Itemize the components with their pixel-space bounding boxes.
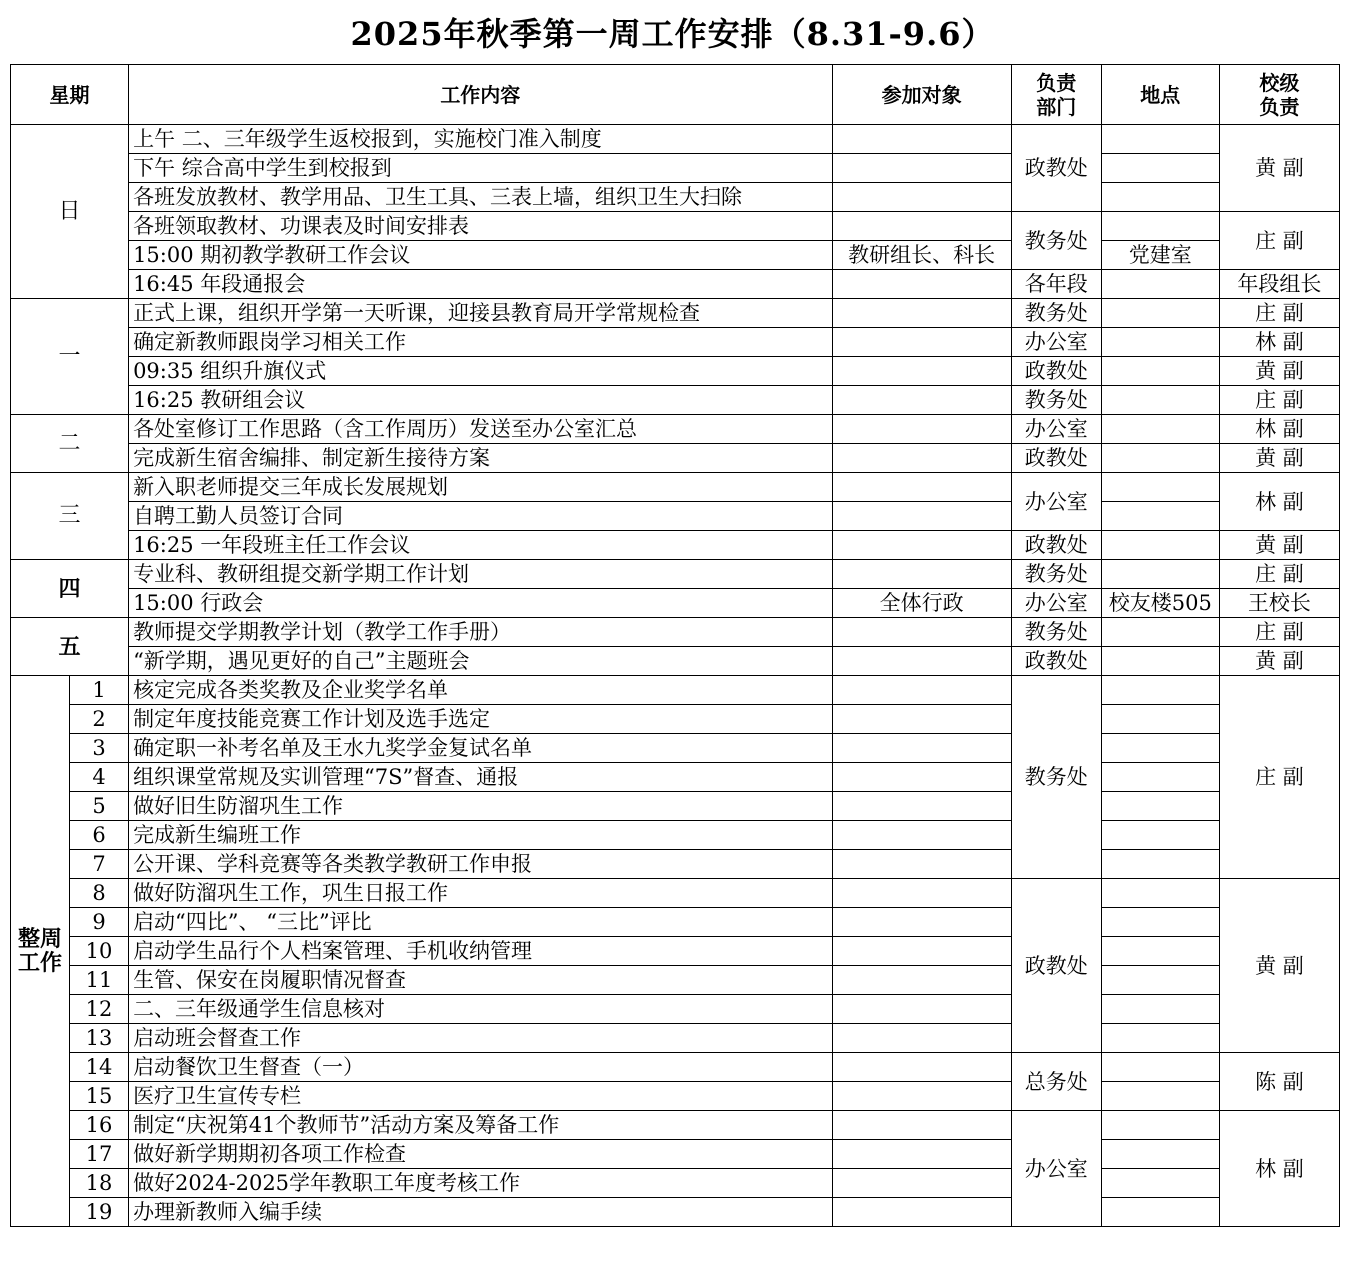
header-leader (1219, 65, 1339, 125)
row-leader: 黄 副 (1219, 879, 1339, 1053)
week-label-line2: 工作 (18, 950, 63, 976)
item-number: 1 (70, 676, 129, 705)
row-content: 各处室修订工作思路（含工作周历）发送至办公室汇总 (129, 415, 833, 444)
row-content: 完成新生编班工作 (129, 821, 833, 850)
table-row (11, 995, 1340, 1024)
row-location (1101, 908, 1219, 937)
table-row (11, 792, 1340, 821)
row-participants (832, 357, 1011, 386)
row-leader: 黄 副 (1219, 531, 1339, 560)
page-title: 2025年秋季第一周工作安排（8.31-9.6） (350, 15, 995, 53)
row-participants (832, 676, 1011, 705)
row-content: 教师提交学期教学计划（教学工作手册） (129, 618, 833, 647)
header-dept-line2: 部门 (1036, 94, 1077, 119)
row-content: 启动班会督查工作 (129, 1024, 833, 1053)
row-participants (832, 821, 1011, 850)
row-leader: 黄 副 (1219, 357, 1339, 386)
row-dept: 各年段 (1011, 270, 1101, 299)
row-location (1101, 444, 1219, 473)
table-row (11, 270, 1340, 299)
table-row (11, 705, 1340, 734)
item-number: 14 (70, 1053, 129, 1082)
row-participants (832, 1111, 1011, 1140)
row-location: 校友楼505 (1101, 589, 1219, 618)
table-row (11, 1169, 1340, 1198)
row-leader: 林 副 (1219, 328, 1339, 357)
row-participants (832, 1024, 1011, 1053)
item-number: 10 (70, 937, 129, 966)
row-participants: 教研组长、科长 (832, 241, 1011, 270)
item-number: 7 (70, 850, 129, 879)
day-thursday: 四 (11, 560, 129, 618)
item-number: 4 (70, 763, 129, 792)
row-participants (832, 531, 1011, 560)
table-row (11, 212, 1340, 241)
table-row (11, 531, 1340, 560)
row-dept: 总务处 (1011, 1053, 1101, 1111)
row-leader: 庄 副 (1219, 618, 1339, 647)
row-location (1101, 1140, 1219, 1169)
row-dept: 教务处 (1011, 212, 1101, 270)
table-row (11, 647, 1340, 676)
header-dept-line1: 负责 (1036, 70, 1077, 95)
row-leader: 庄 副 (1219, 560, 1339, 589)
row-participants (832, 908, 1011, 937)
row-participants (832, 386, 1011, 415)
row-participants (832, 1082, 1011, 1111)
row-location (1101, 763, 1219, 792)
row-content: “新学期，遇见更好的自己”主题班会 (129, 647, 833, 676)
row-location (1101, 937, 1219, 966)
table-row (11, 415, 1340, 444)
row-content: 做好旧生防溜巩生工作 (129, 792, 833, 821)
row-content: 专业科、教研组提交新学期工作计划 (129, 560, 833, 589)
row-location (1101, 1198, 1219, 1227)
row-content: 做好新学期期初各项工作检查 (129, 1140, 833, 1169)
table-row (11, 357, 1340, 386)
item-number: 9 (70, 908, 129, 937)
row-dept: 政教处 (1011, 444, 1101, 473)
row-location (1101, 821, 1219, 850)
row-content: 15:00 期初教学教研工作会议 (129, 241, 833, 270)
row-location (1101, 734, 1219, 763)
row-content: 做好2024-2025学年教职工年度考核工作 (129, 1169, 833, 1198)
row-dept: 教务处 (1011, 386, 1101, 415)
row-participants (832, 473, 1011, 502)
row-location (1101, 212, 1219, 241)
item-number: 8 (70, 879, 129, 908)
row-dept: 办公室 (1011, 1111, 1101, 1227)
row-content: 各班领取教材、功课表及时间安排表 (129, 212, 833, 241)
row-participants (832, 444, 1011, 473)
row-dept: 办公室 (1011, 415, 1101, 444)
row-content: 确定新教师跟岗学习相关工作 (129, 328, 833, 357)
row-content: 二、三年级通学生信息核对 (129, 995, 833, 1024)
row-content: 新入职老师提交三年成长发展规划 (129, 473, 833, 502)
day-monday: 一 (11, 299, 129, 415)
table-row (11, 763, 1340, 792)
table-row (11, 908, 1340, 937)
table-row (11, 589, 1340, 618)
row-leader: 年段组长 (1219, 270, 1339, 299)
row-content: 16:45 年段通报会 (129, 270, 833, 299)
header-weekday: 星期 (11, 65, 129, 125)
row-participants (832, 705, 1011, 734)
table-row (11, 676, 1340, 705)
table-row (11, 1082, 1340, 1111)
row-location (1101, 183, 1219, 212)
row-participants (832, 560, 1011, 589)
row-leader: 黄 副 (1219, 125, 1339, 212)
row-dept: 办公室 (1011, 328, 1101, 357)
schedule-table (10, 64, 1340, 1227)
day-friday: 五 (11, 618, 129, 676)
row-dept: 教务处 (1011, 299, 1101, 328)
row-content: 公开课、学科竞赛等各类教学教研工作申报 (129, 850, 833, 879)
row-participants (832, 299, 1011, 328)
row-content: 15:00 行政会 (129, 589, 833, 618)
table-row (11, 444, 1340, 473)
table-row (11, 328, 1340, 357)
row-content: 完成新生宿舍编排、制定新生接待方案 (129, 444, 833, 473)
row-location (1101, 270, 1219, 299)
day-tuesday: 二 (11, 415, 129, 473)
row-location (1101, 125, 1219, 154)
row-content: 启动餐饮卫生督查（一） (129, 1053, 833, 1082)
week-label-line1: 整周 (18, 926, 63, 952)
row-location (1101, 357, 1219, 386)
item-number: 12 (70, 995, 129, 1024)
row-dept: 办公室 (1011, 473, 1101, 531)
row-participants (832, 212, 1011, 241)
row-location (1101, 560, 1219, 589)
row-leader: 庄 副 (1219, 676, 1339, 879)
row-leader: 林 副 (1219, 473, 1339, 531)
row-location (1101, 1082, 1219, 1111)
row-dept: 教务处 (1011, 676, 1101, 879)
table-row (11, 879, 1340, 908)
row-location (1101, 1024, 1219, 1053)
header-leader-line2: 负责 (1259, 94, 1300, 119)
row-participants (832, 415, 1011, 444)
row-leader: 庄 副 (1219, 386, 1339, 415)
item-number: 16 (70, 1111, 129, 1140)
row-leader: 黄 副 (1219, 444, 1339, 473)
row-location (1101, 1169, 1219, 1198)
row-content: 生管、保安在岗履职情况督查 (129, 966, 833, 995)
row-participants (832, 154, 1011, 183)
header-leader-line1: 校级 (1259, 70, 1300, 95)
row-dept: 政教处 (1011, 125, 1101, 212)
row-participants (832, 734, 1011, 763)
row-leader: 庄 副 (1219, 212, 1339, 270)
row-content: 医疗卫生宣传专栏 (129, 1082, 833, 1111)
item-number: 2 (70, 705, 129, 734)
table-row (11, 1111, 1340, 1140)
row-location (1101, 531, 1219, 560)
row-content: 核定完成各类奖教及企业奖学名单 (129, 676, 833, 705)
table-row (11, 125, 1340, 154)
table-row (11, 560, 1340, 589)
row-dept: 教务处 (1011, 560, 1101, 589)
header-row (11, 65, 1340, 125)
row-location (1101, 473, 1219, 502)
row-content: 正式上课，组织开学第一天听课，迎接县教育局开学常规检查 (129, 299, 833, 328)
row-participants (832, 1169, 1011, 1198)
item-number: 5 (70, 792, 129, 821)
row-content: 16:25 一年段班主任工作会议 (129, 531, 833, 560)
header-participants: 参加对象 (832, 65, 1011, 125)
row-leader: 庄 副 (1219, 299, 1339, 328)
row-location (1101, 386, 1219, 415)
row-participants (832, 125, 1011, 154)
table-row (11, 966, 1340, 995)
item-number: 13 (70, 1024, 129, 1053)
table-row (11, 1140, 1340, 1169)
item-number: 19 (70, 1198, 129, 1227)
row-participants (832, 850, 1011, 879)
row-content: 制定“庆祝第41个教师节”活动方案及筹备工作 (129, 1111, 833, 1140)
row-location (1101, 676, 1219, 705)
row-location (1101, 966, 1219, 995)
item-number: 11 (70, 966, 129, 995)
table-row (11, 821, 1340, 850)
row-participants (832, 1140, 1011, 1169)
row-participants (832, 763, 1011, 792)
row-participants: 全体行政 (832, 589, 1011, 618)
day-whole-week (11, 676, 70, 1227)
table-row (11, 850, 1340, 879)
header-content: 工作内容 (129, 65, 833, 125)
row-content: 上午 二、三年级学生返校报到，实施校门准入制度 (129, 125, 833, 154)
day-sunday: 日 (11, 125, 129, 299)
row-location (1101, 879, 1219, 908)
row-leader: 王校长 (1219, 589, 1339, 618)
row-content: 制定年度技能竞赛工作计划及选手选定 (129, 705, 833, 734)
row-participants (832, 618, 1011, 647)
row-content: 启动“四比”、 “三比”评比 (129, 908, 833, 937)
row-content: 自聘工勤人员签订合同 (129, 502, 833, 531)
table-row (11, 299, 1340, 328)
row-participants (832, 647, 1011, 676)
header-dept (1011, 65, 1101, 125)
row-participants (832, 183, 1011, 212)
row-leader: 林 副 (1219, 415, 1339, 444)
item-number: 15 (70, 1082, 129, 1111)
table-row (11, 241, 1340, 270)
row-content: 确定职一补考名单及王水九奖学金复试名单 (129, 734, 833, 763)
row-location (1101, 995, 1219, 1024)
row-participants (832, 995, 1011, 1024)
row-participants (832, 966, 1011, 995)
row-location (1101, 850, 1219, 879)
table-row (11, 183, 1340, 212)
row-dept: 政教处 (1011, 531, 1101, 560)
item-number: 3 (70, 734, 129, 763)
row-dept: 教务处 (1011, 618, 1101, 647)
row-content: 下午 综合高中学生到校报到 (129, 154, 833, 183)
row-location (1101, 1111, 1219, 1140)
row-leader: 黄 副 (1219, 647, 1339, 676)
table-row (11, 937, 1340, 966)
row-content: 16:25 教研组会议 (129, 386, 833, 415)
row-dept: 政教处 (1011, 879, 1101, 1053)
item-number: 18 (70, 1169, 129, 1198)
row-location (1101, 792, 1219, 821)
table-row (11, 1198, 1340, 1227)
row-location (1101, 502, 1219, 531)
row-location (1101, 415, 1219, 444)
row-location (1101, 618, 1219, 647)
row-location (1101, 1053, 1219, 1082)
row-location (1101, 299, 1219, 328)
row-participants (832, 328, 1011, 357)
row-content: 09:35 组织升旗仪式 (129, 357, 833, 386)
row-participants (832, 879, 1011, 908)
row-participants (832, 502, 1011, 531)
row-location: 党建室 (1101, 241, 1219, 270)
row-content: 办理新教师入编手续 (129, 1198, 833, 1227)
row-location (1101, 154, 1219, 183)
row-participants (832, 1198, 1011, 1227)
row-location (1101, 328, 1219, 357)
day-wednesday: 三 (11, 473, 129, 560)
row-participants (832, 1053, 1011, 1082)
row-content: 组织课堂常规及实训管理“7S”督查、通报 (129, 763, 833, 792)
table-row (11, 473, 1340, 502)
row-participants (832, 937, 1011, 966)
row-participants (832, 270, 1011, 299)
table-row (11, 1024, 1340, 1053)
table-row (11, 386, 1340, 415)
item-number: 6 (70, 821, 129, 850)
header-location: 地点 (1101, 65, 1219, 125)
table-row (11, 154, 1340, 183)
row-content: 启动学生品行个人档案管理、手机收纳管理 (129, 937, 833, 966)
item-number: 17 (70, 1140, 129, 1169)
table-row (11, 618, 1340, 647)
row-leader: 林 副 (1219, 1111, 1339, 1227)
table-row (11, 734, 1340, 763)
row-dept: 政教处 (1011, 647, 1101, 676)
row-dept: 政教处 (1011, 357, 1101, 386)
table-row (11, 1053, 1340, 1082)
row-content: 做好防溜巩生工作，巩生日报工作 (129, 879, 833, 908)
row-location (1101, 705, 1219, 734)
row-location (1101, 647, 1219, 676)
row-leader: 陈 副 (1219, 1053, 1339, 1111)
row-content: 各班发放教材、教学用品、卫生工具、三表上墙，组织卫生大扫除 (129, 183, 833, 212)
row-participants (832, 792, 1011, 821)
row-dept: 办公室 (1011, 589, 1101, 618)
table-row (11, 502, 1340, 531)
